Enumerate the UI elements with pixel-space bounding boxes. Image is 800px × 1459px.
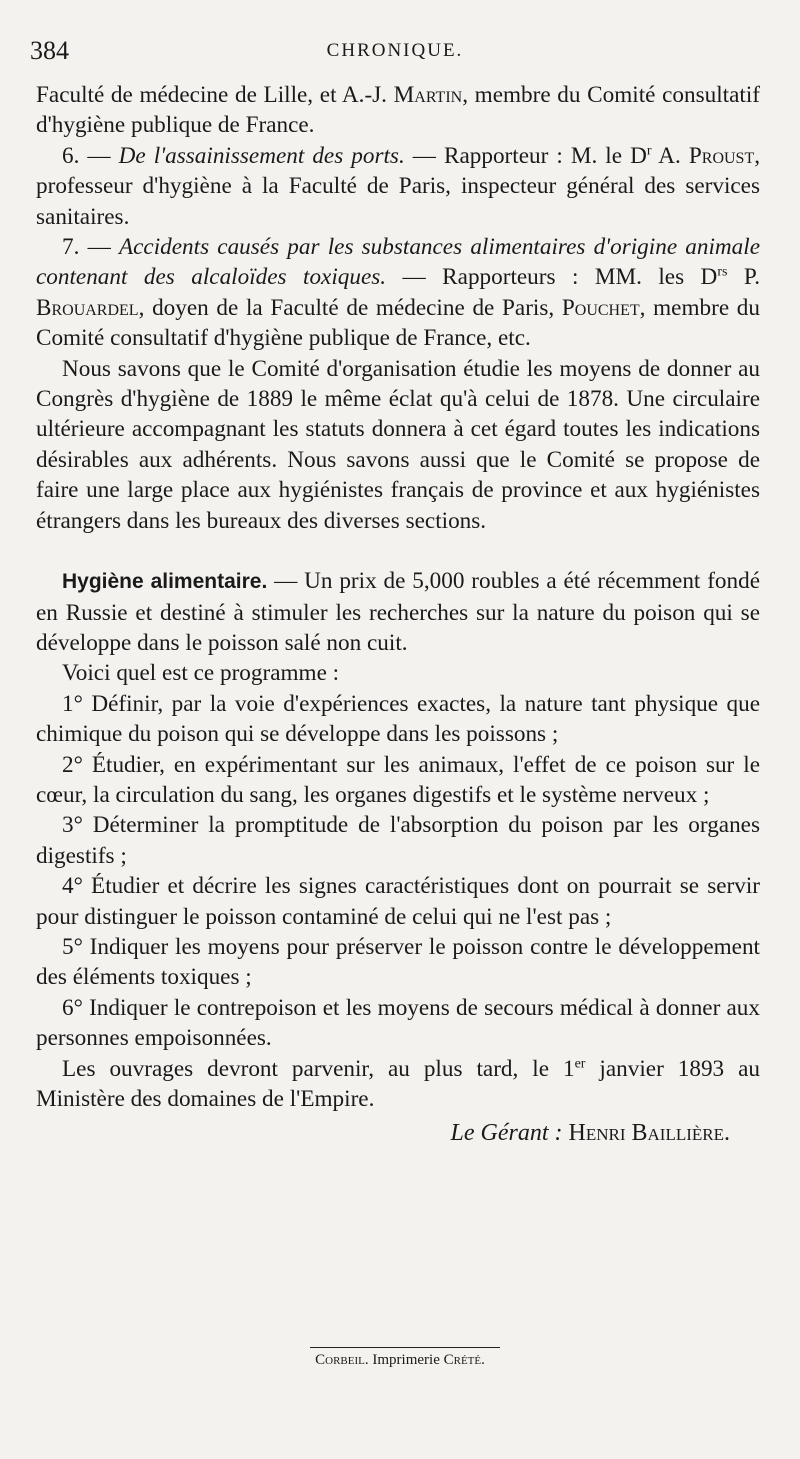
text-fragment: — Un prix de 5,000 roubles a été récemment fondé en Russie et destiné à stimuler les recherches sur la nature du poison qui se développe dans le poisson salé non cuit. bbox=[36, 568, 760, 656]
paragraph-congres: Nous savons que le Comité d'organisation étudie les moyens de donner au Congrès d'hygiène de 1889 le même éclat qu'à celui de 1878. Une circulaire ultérieure accompagnant les statuts donnera à cet égard toutes les indications désirables aux adhérents. Nous savons aussi que le Comité se propose de faire une large place aux hygiénistes français de province et aux hygiénistes étrangers dans les bureaux des diverses sections. bbox=[36, 355, 760, 534]
printer-imprint bbox=[0, 1352, 800, 1369]
item-7 bbox=[36, 232, 760, 354]
item-title: Accidents causés par les substances alimentaires d'origine animale contenant des alcaloïdes toxiques. bbox=[36, 234, 761, 291]
text-fragment: , professeur d'hygiène à la Faculté de Paris, inspecteur général des services sanitaires. bbox=[36, 142, 761, 230]
signature-label: Le Gérant : bbox=[450, 1120, 563, 1147]
signature-name: Henri Baillière. bbox=[568, 1120, 730, 1147]
person-name: Pouchet bbox=[561, 294, 640, 321]
text-fragment: P. bbox=[727, 264, 761, 291]
text-fragment: — Rapporteur : M. le D bbox=[404, 142, 647, 169]
page-number: 384 bbox=[30, 36, 69, 65]
programme-item-2: 2° Étudier, en expérimentant sur les animaux, l'effet de ce poison sur le cœur, la circulation du sang, les organes digestifs et le système nerveux ; bbox=[36, 751, 760, 808]
text-fragment: , doyen de la Faculté de médecine de Paris, bbox=[138, 294, 562, 321]
paragraph-hygiene bbox=[36, 566, 760, 658]
item-title: De l'assainissement des ports. bbox=[118, 142, 405, 169]
person-name: Proust bbox=[688, 142, 755, 169]
programme-item-5: 5° Indiquer les moyens pour préserver le poisson contre le développement des éléments toxiques ; bbox=[36, 933, 760, 991]
printer-place: Corbeil. bbox=[315, 1352, 369, 1368]
programme-item-1: 1° Définir, par la voie d'expériences exactes, la nature tant physique que chimique du poison qui se développe dans les poissons ; bbox=[36, 690, 760, 748]
superscript: rs bbox=[717, 264, 728, 280]
text-fragment: Faculté de médecine de Lille, et A.-J. bbox=[36, 82, 394, 108]
text-fragment: , membre du Comité consultatif d'hygiène publique de France, etc. bbox=[36, 294, 760, 352]
text-fragment: A. bbox=[651, 142, 689, 169]
section-gap bbox=[36, 536, 760, 566]
text-fragment: janvier 1893 au Ministère des domaines de l'Empire. bbox=[36, 1055, 760, 1112]
item-number: 6. — bbox=[62, 142, 119, 169]
superscript: r bbox=[646, 143, 652, 159]
section-heading: Hygiène alimentaire. bbox=[62, 570, 268, 594]
paragraph-closing bbox=[36, 1054, 760, 1115]
programme-item-4: 4° Étudier et décrire les signes caractéristiques dont on pourrait se servir pour distinguer le poisson contaminé de celui qui ne l'est pas ; bbox=[36, 873, 760, 930]
paragraph-intro bbox=[36, 80, 760, 141]
programme-item-6: 6° Indiquer le contrepoison et les moyens de secours médical à donner aux personnes empoisonnées. bbox=[36, 994, 760, 1052]
item-6 bbox=[36, 141, 760, 232]
signature bbox=[36, 1118, 760, 1148]
person-name: Martin bbox=[393, 82, 463, 108]
running-title: CHRONIQUE. bbox=[326, 40, 464, 61]
page-header bbox=[30, 36, 760, 76]
programme-item-3: 3° Déterminer la promptitude de l'absorption du poison par les organes digestifs ; bbox=[36, 812, 760, 869]
item-number: 7. — bbox=[62, 234, 119, 261]
text-fragment: Imprimerie bbox=[368, 1352, 444, 1368]
divider-rule bbox=[310, 1347, 500, 1348]
printer-name: Crété. bbox=[443, 1352, 485, 1368]
programme-intro: Voici quel est ce programme : bbox=[62, 660, 340, 687]
text-fragment: — Rapporteurs : MM. les D bbox=[386, 264, 718, 291]
text-fragment: Les ouvrages devront parvenir, au plus tard, le 1 bbox=[62, 1055, 575, 1082]
page-body bbox=[36, 80, 760, 1149]
superscript: er bbox=[574, 1055, 586, 1071]
text-fragment: , membre du Comité consultatif d'hygiène publique de France. bbox=[36, 82, 760, 139]
person-name: Brouardel bbox=[36, 294, 139, 321]
